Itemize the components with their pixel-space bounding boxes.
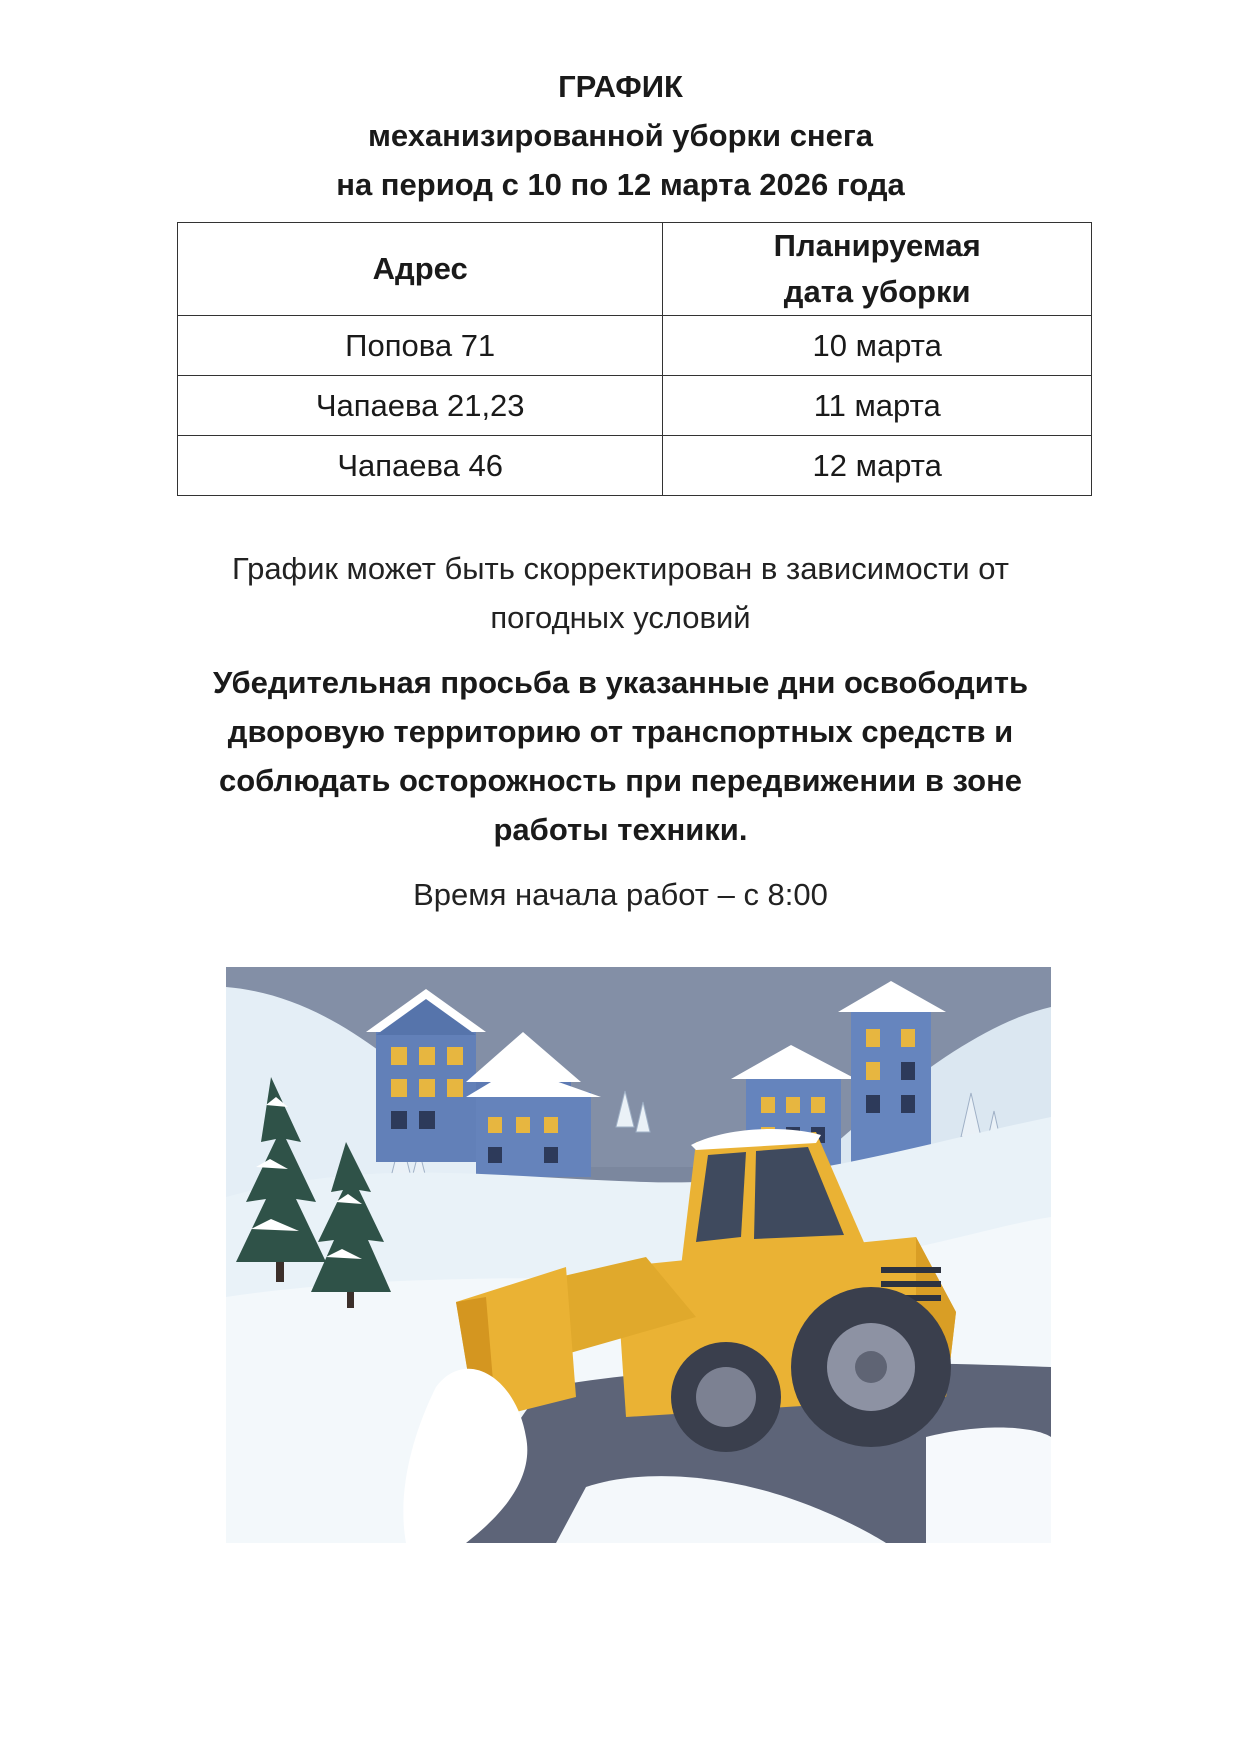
cell-address: Попова 71 (178, 316, 663, 376)
title-line-2: механизированной уборки снега (367, 118, 874, 153)
note-line-1: График может быть скорректирован в зависимости от (232, 551, 1009, 586)
header-address: Адрес (178, 223, 663, 316)
snow-removal-illustration (226, 967, 1051, 1543)
request-paragraph (0, 658, 1241, 854)
request-line-1: Убедительная просьба в указанные дни освободить (212, 665, 1029, 700)
request-line-4: работы техники. (493, 812, 748, 847)
header-planned-date (663, 223, 1092, 316)
schedule-table (177, 222, 1092, 496)
weather-note (0, 544, 1241, 642)
header-date-line-1: Планируемая (773, 228, 981, 263)
header-date-line-2: дата уборки (783, 274, 971, 309)
table-row (178, 436, 1092, 496)
table-row (178, 316, 1092, 376)
start-time: Время начала работ – с 8:00 (413, 877, 828, 912)
note-line-2: погодных условий (490, 600, 751, 635)
document-title (0, 62, 1241, 209)
title-line-1: ГРАФИК (558, 69, 683, 104)
cell-date: 11 марта (663, 376, 1092, 436)
cell-address: Чапаева 46 (178, 436, 663, 496)
cell-date: 10 марта (663, 316, 1092, 376)
cell-address: Чапаева 21,23 (178, 376, 663, 436)
title-line-3: на период с 10 по 12 марта 2026 года (336, 167, 905, 202)
cell-date: 12 марта (663, 436, 1092, 496)
request-line-3: соблюдать осторожность при передвижении в зоне (218, 763, 1023, 798)
request-line-2: дворовую территорию от транспортных средств и (227, 714, 1014, 749)
table-row (178, 376, 1092, 436)
table-header-row (178, 223, 1092, 316)
